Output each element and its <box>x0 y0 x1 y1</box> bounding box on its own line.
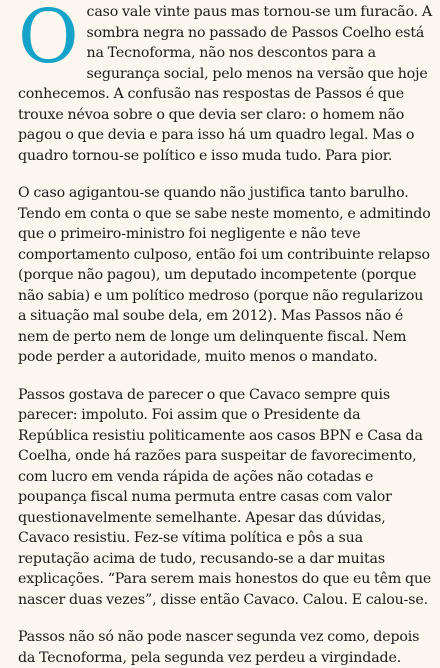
article-paragraph-1 <box>18 2 434 166</box>
article-paragraph-3: Passos gostava de parecer o que Cavaco sempre quis parecer: impoluto. Foi assim que o Presidente da República resistiu politicamente aos casos BPN e Casa da Coelha, onde há razões para suspeitar de favorecimento, com lucro em venda rápida de ações não cotadas e poupança fiscal numa permuta entre casas com valor questionavelmente semelhante. Apesar das dúvidas, Cavaco resistiu. Fez-se vítima política e pôs a sua reputação acima de tudo, recusando-se a dar muitas explicações. “Para serem mais honestos do que eu têm que nascer duas vezes”, disse então Cavaco. Calou. E calou-se. <box>18 386 432 608</box>
article-paragraph-2: O caso agigantou-se quando não justifica tanto barulho. Tendo em conta o que se sabe neste momento, e admitindo que o primeiro-ministro foi negligente e não teve comportamento culposo, então foi um contribuinte relapso (porque não pagou), um deputado incompetente (porque não sabia) e um político medroso (porque não regularizou a situação mal soube dela, em 2012). Mas Passos não é nem de perto nem de longe um delinquente fiscal. Nem pode perder a autoridade, muito menos o mandato. <box>18 185 431 365</box>
article-paragraph-4: Passos não só não pode nascer segunda vez como, depois da Tecnoforma, pela segunda vez perdeu a virgindade. <box>18 629 420 666</box>
drop-cap: O <box>18 0 79 80</box>
paragraph-1-text: caso vale vinte paus mas tornou-se um furacão. A sombra negra no passado de Passos Coelho está na Tecnoforma, não nos descontos para a segurança social, pelo menos na versão que hoje conhecemos. A confusão nas respostas de Passos é que trouxe névoa sobre o que devia ser claro: o homem não pagou o que devia e para isso há um quadro legal. Mas o quadro tornou-se político e isso muda tudo. Para pior. <box>18 4 432 164</box>
